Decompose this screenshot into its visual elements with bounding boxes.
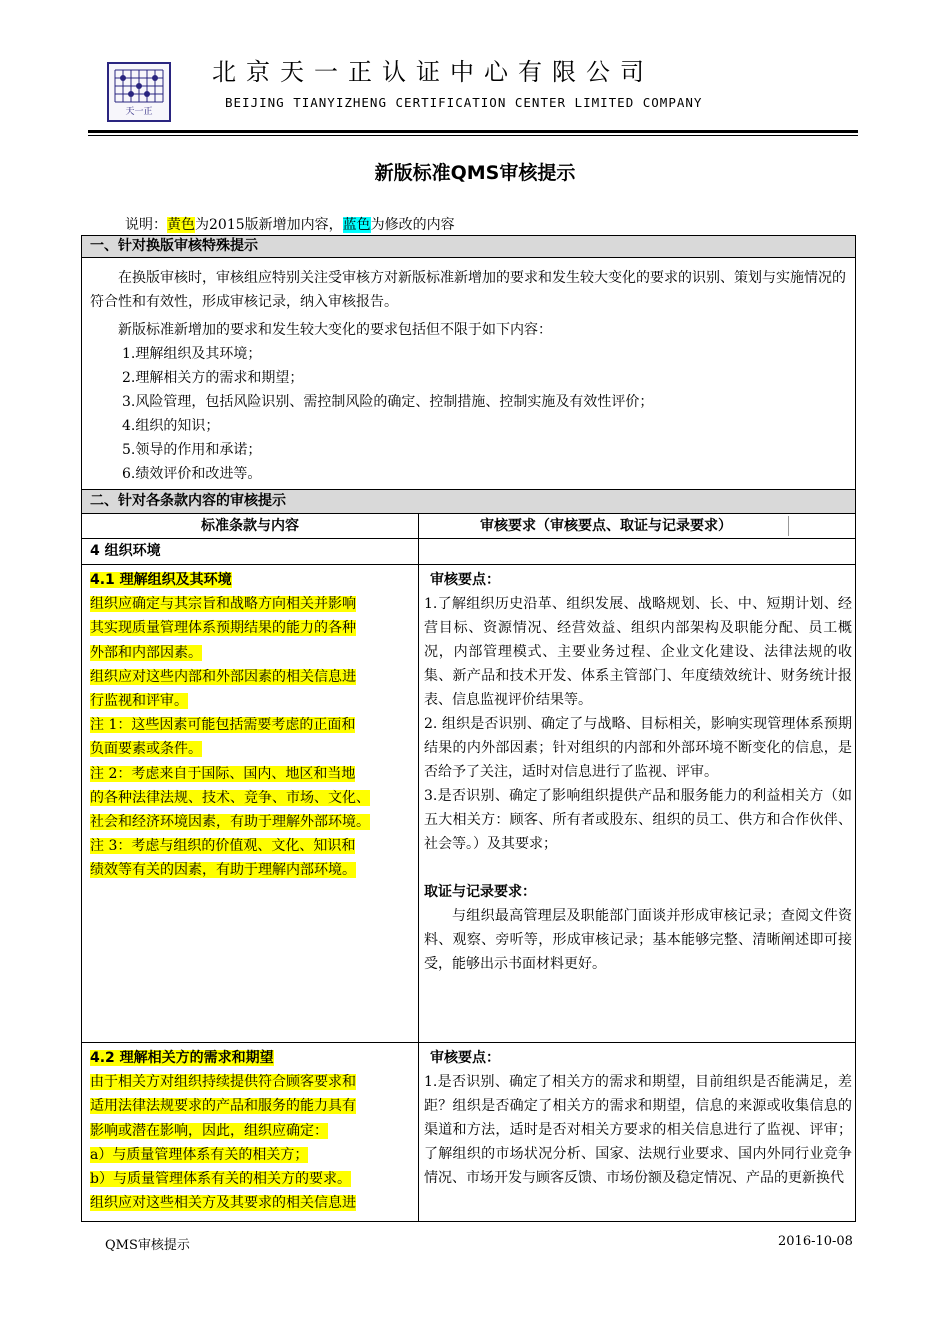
list-item: 4.组织的知识； [122, 418, 220, 434]
divider [82, 564, 855, 565]
evidence-label: 取证与记录要求： [424, 884, 536, 900]
divider [82, 257, 855, 258]
clause-line: 的各种法律法规、技术、竞争、市场、文化、 [90, 789, 370, 806]
note-yellow: 黄色 [167, 217, 195, 233]
list-item: 3.风险管理，包括风险识别、需控制风险的确定、控制措施、控制实施及有效性评价； [122, 394, 654, 410]
column-header-clause: 标准条款与内容 [201, 518, 299, 534]
clause-line: 绩效等有关的因素，有助于理解内部环境。 [90, 862, 356, 879]
clause-line: 组织应对这些内部和外部因素的相关信息进 [90, 668, 356, 685]
clause-4-1-title: 4.1 理解组织及其环境 [90, 572, 232, 588]
company-name-cn: 北京天一正认证中心有限公司 [212, 58, 654, 86]
legend-note [125, 214, 455, 234]
list-item: 2.理解相关方的需求和期望； [122, 370, 304, 386]
clause-line: 负面要素或条件。 [90, 741, 202, 758]
divider [82, 513, 855, 514]
divider [82, 538, 855, 539]
clause-4-2-title: 4.2 理解相关方的需求和期望 [90, 1050, 274, 1066]
company-logo [107, 62, 171, 122]
footer-date: 2016-10-08 [778, 1234, 853, 1249]
clause-4-1-requirements [424, 568, 852, 976]
company-name-en: BEIJING TIANYIZHENG CERTIFICATION CENTER LIMITED COMPANY [225, 95, 703, 110]
section1-intro: 在换版审核时，审核组应特别关注受审核方对新版标准新增加的要求和发生较大变化的要求的识别、策划与实施情况的符合性和有效性，形成审核记录，纳入审核报告。 [90, 270, 846, 310]
audit-points-label: 审核要点： [430, 572, 500, 588]
clause-line: 外部和内部因素。 [90, 644, 202, 661]
divider [82, 1042, 855, 1043]
clause-line: 影响或潜在影响，因此，组织应确定： [90, 1122, 328, 1139]
header-rule-thick [88, 130, 858, 133]
audit-point: 3.是否识别、确定了影响组织提供产品和服务能力的利益相关方（如五大相关方：顾客、所有者或股东、组织的员工、供方和合作伙伴、社会等。）及其要求； [424, 788, 852, 852]
audit-point: 1.是否识别、确定了相关方的需求和期望，目前组织是否能满足，差距？组织是否确定了相关方的需求和期望，信息的来源或收集信息的渠道和方法，适时是否对相关方要求的相关信息进行了监视、评审；了解组织的市场状况分析、国家、法规行业要求、国内外同行业竞争情况、市场开发与顾客反馈、市场份额及稳定情况、产品的更新换代 [424, 1074, 852, 1186]
clause-4-1-text [90, 568, 412, 883]
clause-line: 适用法律法规要求的产品和服务的能力具有 [90, 1098, 356, 1115]
section1-heading: 一、针对换版审核特殊提示 [82, 236, 855, 257]
clause-line: 注 1：这些因素可能包括需要考虑的正面和 [90, 717, 356, 734]
section1-list [122, 342, 884, 486]
header-rule-thin [88, 135, 858, 136]
clause-line: b）与质量管理体系有关的相关方的要求。 [90, 1171, 351, 1188]
list-item: 1.理解组织及其环境； [122, 346, 262, 362]
footer-doc-name: QMS审核提示 [105, 1238, 190, 1253]
list-item: 5.领导的作用和承诺； [122, 442, 262, 458]
clause-line: 行监视和评审。 [90, 693, 188, 710]
clause-line: 组织应对这些相关方及其要求的相关信息进 [90, 1195, 356, 1212]
section2-heading: 二、针对各条款内容的审核提示 [82, 490, 855, 513]
section1-lead: 新版标准新增加的要求和发生较大变化的要求包括但不限于如下内容： [118, 322, 552, 338]
evidence-text: 与组织最高管理层及职能部门面谈并形成审核记录；查阅文件资料、观察、旁听等，形成审核记录；基本能够完整、清晰阐述即可接受，能够出示书面材料更好。 [424, 908, 852, 972]
clause-4-2-requirements [424, 1046, 852, 1218]
column-divider [418, 514, 419, 1222]
clause-line: a）与质量管理体系有关的相关方； [90, 1146, 309, 1163]
clause-line: 组织应确定与其宗旨和战略方向相关并影响 [90, 596, 356, 613]
note-mid: 为2015版新增加内容， [195, 217, 343, 233]
clause-line: 社会和经济环境因素，有助于理解外部环境。 [90, 814, 370, 831]
note-suffix: 为修改的内容 [370, 217, 455, 233]
note-prefix: 说明： [125, 217, 167, 233]
audit-point: 2. 组织是否识别、确定了与战略、目标相关，影响实现管理体系预期结果的内外部因素；针对组织的内部和外部环境不断变化的信息，是否给予了关注，适时对信息进行了监视、评审。 [424, 716, 852, 780]
audit-points-label: 审核要点： [430, 1050, 500, 1066]
logo-text: 天一正 [125, 107, 153, 117]
column-header-requirements: 审核要求（审核要点、取证与记录要求） [424, 516, 789, 536]
clause-line: 注 3：考虑与组织的价值观、文化、知识和 [90, 838, 356, 855]
note-blue: 蓝色 [342, 217, 371, 233]
clause-line: 由于相关方对组织持续提供符合顾客要求和 [90, 1074, 356, 1091]
clause-4-2-text [90, 1046, 412, 1215]
audit-point: 1.了解组织历史沿革、组织发展、战略规划、长、中、短期计划、经营目标、资源情况、经营效益、组织内部架构及职能分配、员工概况，内部管理模式、主要业务过程、企业文化建设、法律法规的收集、新产品和技术开发、体系主管部门、年度绩效统计、财务统计报表、信息监视评价结果等。 [424, 596, 852, 708]
clause-line: 注 2：考虑来自于国际、国内、地区和当地 [90, 765, 356, 782]
clause-4-title: 4 组织环境 [90, 543, 161, 559]
document-title: 新版标准QMS审核提示 [374, 162, 576, 184]
list-item: 6.绩效评价和改进等。 [122, 466, 262, 482]
clause-line: 其实现质量管理体系预期结果的能力的各种 [90, 620, 356, 637]
